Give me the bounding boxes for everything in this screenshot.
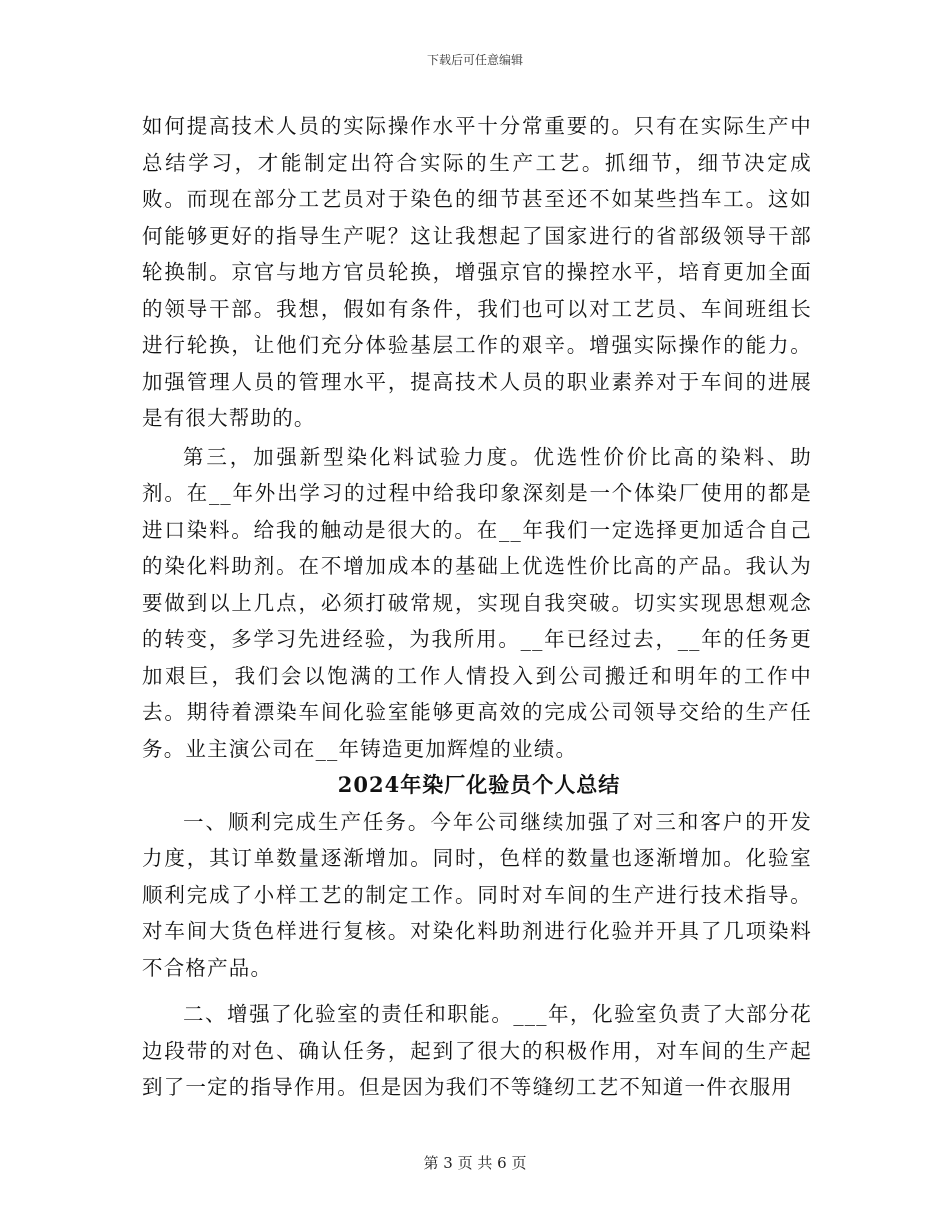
section-title: 2024年染厂化验员个人总结 [337,772,621,797]
paragraph-continuation: 如何提高技术人员的实际操作水平十分常重要的。只有在实际生产中总结学习，才能制定出符合实际的生产工艺。抓细节，细节决定成败。而现在部分工艺员对于染色的细节甚至还不如某些挡车工。这如何能够更好的指导生产呢？这让我想起了国家进行的省部级领导干部轮换制。京官与地方官员轮换，增强京官的操控水平，培育更加全面的领导干部。我想，假如有条件，我们也可以对工艺员、车间班组长进行轮换，让他们充分体验基层工作的艰辛。增强实际操作的能力。加强管理人员的管理水平，提高技术人员的职业素养对于车间的进展是有很大帮助的。 [142,114,812,430]
paragraph-third-point: 第三，加强新型染化料试验力度。优选性价价比高的染料、助剂。在__年外出学习的过程中给我印象深刻是一个体染厂使用的都是进口染料。给我的触动是很大的。在__年我们一定选择更加适合自己的染化料助剂。在不增加成本的基础上优选性价比高的产品。我认为要做到以上几点，必须打破常规，实现自我突破。切实实现思想观念的转变，多学习先进经验，为我所用。__年已经过去，__年的任务更加艰巨，我们会以饱满的工作人情投入到公司搬迁和明年的工作中去。期待着漂染车间化验室能够更高效的完成公司领导交给的生产任务。业主演公司在__年铸造更加辉煌的业绩。 [142,444,812,761]
paragraph-point-two: 二、增强了化验室的责任和职能。___年，化验室负责了大部分花边段带的对色、确认任务，起到了很大的积极作用，对车间的生产起到了一定的指导作用。但是因为我们不等缝纫工艺不知道一件衣服用 [142,1002,812,1099]
document-body [142,108,812,1106]
paragraph-point-one: 一、顺利完成生产任务。今年公司继续加强了对三和客户的开发力度，其订单数量逐渐增加。同时，色样的数量也逐渐增加。化验室顺利完成了小样工艺的制定工作。同时对车间的生产进行技术指导。对车间大货色样进行复核。对染化料助剂进行化验并开具了几项染料不合格产品。 [142,809,812,980]
page-number: 第 3 页 共 6 页 [423,1154,527,1172]
header-note: 下载后可任意编辑 [426,53,523,67]
